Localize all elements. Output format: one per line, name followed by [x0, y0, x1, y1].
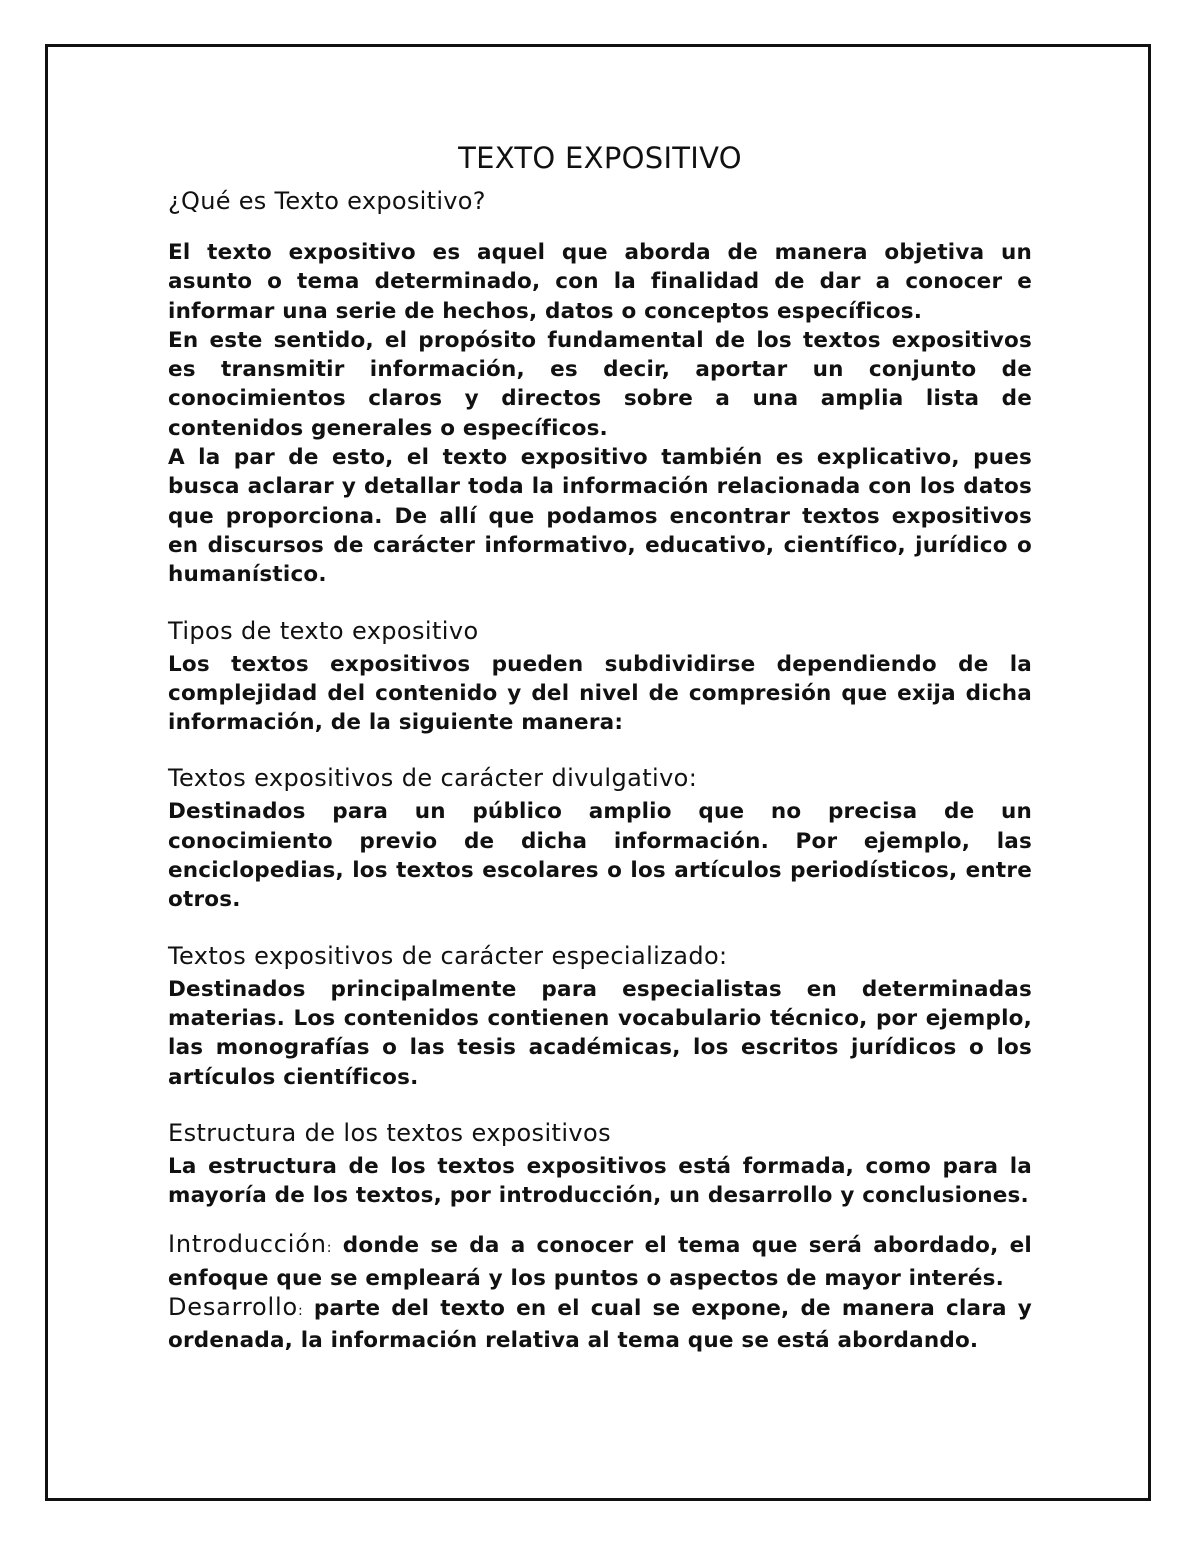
tipos-heading: Tipos de texto expositivo — [168, 616, 479, 645]
especializado-heading: Textos expositivos de carácter especializado: — [168, 941, 728, 970]
introduccion-term: Introducción — [168, 1230, 327, 1259]
tipos-paragraph: Los textos expositivos pueden subdividirse dependiendo de la complejidad del contenido y del nivel de compresión que exija dicha información, de la siguiente manera: — [168, 651, 1032, 736]
introduccion-colon: : — [326, 1240, 332, 1257]
introduccion-body: donde se da a conocer el tema que será abordado, el enfoque que se empleará y los puntos o aspectos de mayor interés. — [168, 1233, 1032, 1291]
estructura-paragraph: La estructura de los textos expositivos está formada, como para la mayoría de los textos, por introducción, un desarrollo y conclusiones. — [168, 1153, 1032, 1209]
divulgativo-heading: Textos expositivos de carácter divulgativo: — [168, 764, 698, 793]
introduccion-paragraph — [168, 1230, 1032, 1293]
divulgativo-paragraph: Destinados para un público amplio que no precisa de un conocimiento previo de dicha información. Por ejemplo, las enciclopedias, los textos escolares o los artículos periodísticos, entre otros. — [168, 799, 1032, 913]
desarrollo-paragraph — [168, 1293, 1032, 1356]
estructura-heading: Estructura de los textos expositivos — [168, 1118, 611, 1147]
document-body — [168, 138, 1032, 1356]
especializado-paragraph: Destinados principalmente para especialistas en determinadas materias. Los contenidos contienen vocabulario técnico, por ejemplo, las monografías o las tesis académicas, los escritos jurídicos o los artículos científicos. — [168, 976, 1032, 1090]
document-title: TEXTO EXPOSITIVO — [458, 141, 742, 175]
intro-paragraph-3: A la par de esto, el texto expositivo también es explicativo, pues busca aclarar y detallar toda la información relacionada con los datos que proporciona. De allí que podamos encontrar textos expositivos en discursos de carácter informativo, educativo, científico, jurídico o humanístico. — [168, 445, 1032, 588]
intro-paragraph-2: En este sentido, el propósito fundamental de los textos expositivos es transmitir información, es decir, aportar un conjunto de conocimientos claros y directos sobre a una amplia lista de contenidos generales o específicos. — [168, 327, 1032, 441]
intro-paragraph-1: El texto expositivo es aquel que aborda de manera objetiva un asunto o tema determinado, con la finalidad de dar a conocer e informar una serie de hechos, datos o conceptos específicos. — [168, 240, 1032, 324]
desarrollo-term: Desarrollo — [168, 1293, 298, 1322]
desarrollo-body: parte del texto en el cual se expone, de manera clara y ordenada, la información relativa al tema que se está abordando. — [168, 1296, 1032, 1354]
question-heading: ¿Qué es Texto expositivo? — [168, 187, 486, 215]
desarrollo-colon: : — [297, 1303, 303, 1320]
